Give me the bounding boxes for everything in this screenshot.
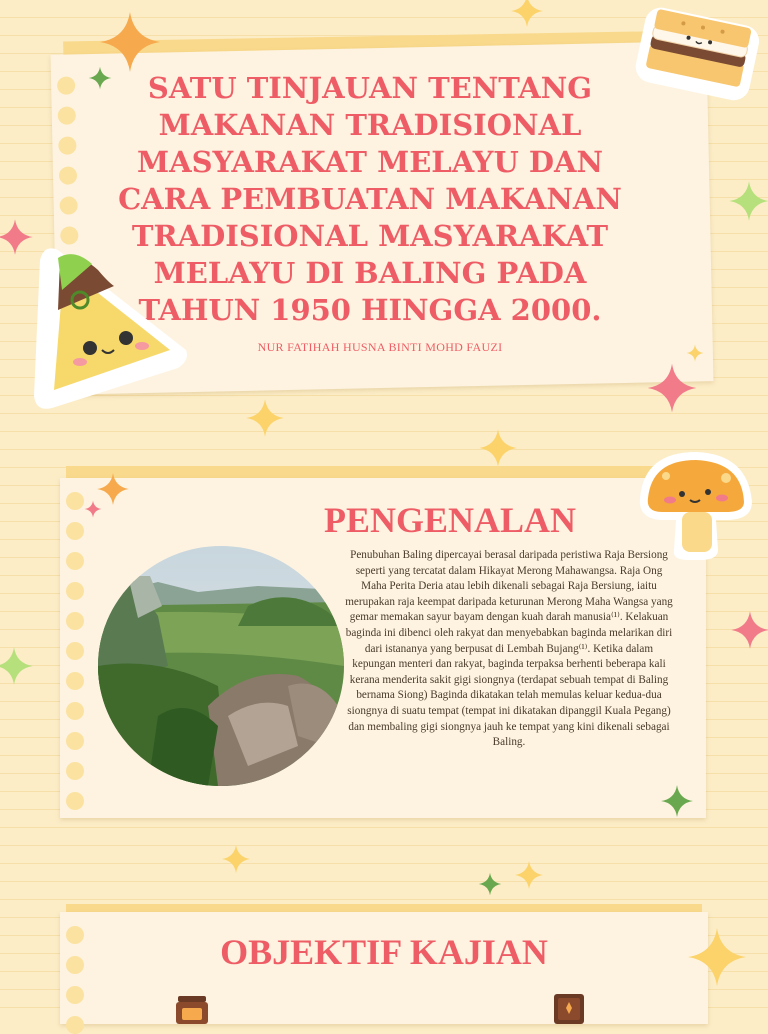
sparkle-icon	[98, 10, 162, 74]
mushroom-sticker-icon	[630, 446, 758, 562]
page-title: SATU TINJAUAN TENTANG MAKANAN TRADISIONAL MASYARAKAT MELAYU DAN CARA PEMBUATAN MAKANAN TRADISIONAL MASYARAKAT MELAYU DI BALING PADA TAHUN 1950 HINGGA 2000.	[118, 71, 622, 327]
jar-icon	[174, 994, 210, 1024]
notebook-holes	[66, 484, 86, 812]
intro-body: Penubuhan Baling dipercayai berasal daripada peristiwa Raja Bersiong seperti yang tercatat dalam Hikayat Merong Mahawangsa. Raja Ong Maha Perita Deria atau lebih dikenali sebagai Raja Bersiung, iaitu merupakan raja keempat daripada keturunan Merong Maha Wangsa yang gemar memakan sayur bayam dengan kuah darah manusia⁽¹⁾. Kelakuan baginda ini dibenci oleh rakyat dan menyebabkan baginda melarikan diri dari istananya yang berpusat di Lembah Bujang⁽¹⁾. Ketika dalam kepungan menteri dan rakyat, baginda terpaksa berhenti beberapa kali kerana menderita sakit gigi siongnya (terdapat sebuah tempat di Baling bernama Siong) Baginda dikatakan telah memulas keluar kedua-dua siongnya di suatu tempat (tempat ini dikatakan dipanggil Kuala Pegang) dan membaling gigi siongnya jauh ke tempat yang kini dikenali sebagai Baling.	[345, 549, 673, 749]
baling-landscape-photo	[98, 546, 344, 786]
sparkle-icon	[510, 0, 544, 28]
objectives-heading: OBJEKTIF KAJIAN	[220, 932, 548, 972]
intro-heading: PENGENALAN	[323, 500, 577, 540]
sparkle-icon	[88, 66, 112, 90]
notebook-holes	[66, 918, 86, 1018]
sparkle-icon	[218, 844, 254, 874]
sparkle-icon	[476, 428, 520, 468]
sparkle-icon	[478, 872, 502, 896]
book-icon	[552, 994, 586, 1024]
sparkle-icon	[512, 860, 546, 890]
sparkle-icon	[84, 500, 102, 518]
smore-sticker-icon	[628, 0, 768, 106]
author-name: NUR FATIHAH HUSNA BINTI MOHD FAUZI	[257, 340, 503, 354]
sparkle-icon	[0, 218, 34, 256]
sparkle-icon	[686, 344, 704, 362]
nacho-sticker-icon	[18, 230, 198, 420]
sparkle-icon	[728, 180, 768, 222]
sparkle-icon	[646, 362, 698, 414]
sparkle-icon	[242, 398, 288, 438]
sparkle-icon	[0, 646, 34, 686]
sparkle-icon	[730, 610, 768, 650]
sparkle-icon	[686, 926, 748, 988]
sparkle-icon	[660, 784, 694, 818]
